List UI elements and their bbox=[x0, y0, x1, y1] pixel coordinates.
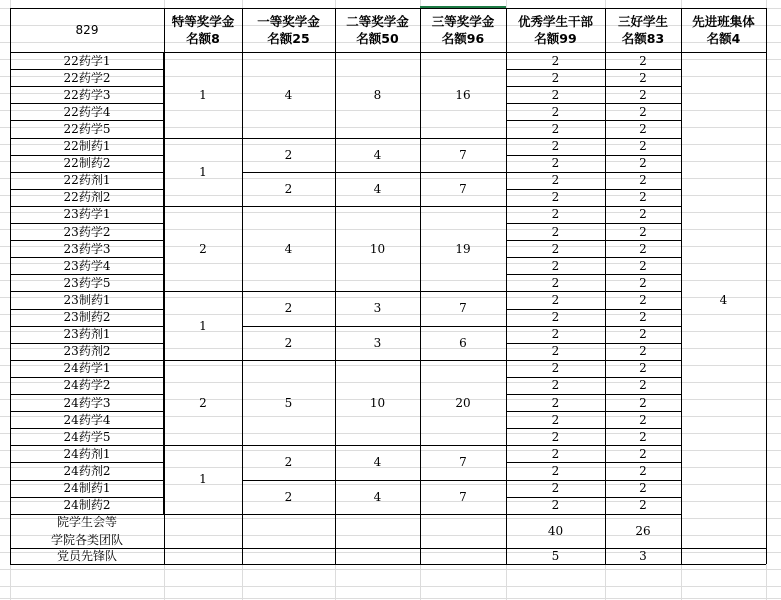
selected-column-indicator bbox=[420, 6, 506, 8]
cadre-quota-cell[interactable]: 2 bbox=[551, 53, 560, 68]
merit-quota-cell[interactable]: 2 bbox=[639, 481, 647, 496]
class-name-cell[interactable]: 24药剂2 bbox=[63, 463, 111, 478]
second-scholarship-cell[interactable]: 3 bbox=[373, 301, 382, 316]
first-scholarship-cell[interactable]: 2 bbox=[284, 335, 293, 350]
cadre-quota-cell[interactable]: 2 bbox=[551, 344, 560, 359]
class-name-cell[interactable]: 22药学2 bbox=[63, 70, 111, 85]
cadre-quota-cell[interactable]: 2 bbox=[551, 207, 560, 222]
class-name-cell[interactable]: 23制药2 bbox=[63, 310, 111, 325]
cadre-quota-cell[interactable]: 2 bbox=[551, 224, 560, 239]
second-scholarship-cell[interactable]: 4 bbox=[373, 455, 382, 470]
merit-quota-cell[interactable]: 3 bbox=[639, 548, 647, 563]
third-scholarship-cell[interactable]: 16 bbox=[455, 87, 471, 102]
second-scholarship-cell[interactable]: 4 bbox=[373, 489, 382, 504]
class-name-cell[interactable]: 22药学3 bbox=[63, 87, 111, 102]
merit-quota-cell[interactable]: 2 bbox=[639, 361, 647, 376]
class-name-cell[interactable]: 23药学2 bbox=[63, 224, 111, 239]
special-scholarship-cell[interactable]: 1 bbox=[199, 87, 207, 102]
merit-quota-cell[interactable]: 2 bbox=[639, 327, 647, 342]
column-header[interactable]: 三好学生 名额83 bbox=[617, 14, 668, 46]
merit-quota-cell[interactable]: 2 bbox=[639, 207, 647, 222]
merit-quota-cell[interactable]: 2 bbox=[639, 173, 647, 188]
merit-quota-cell[interactable]: 2 bbox=[639, 378, 647, 393]
merit-quota-cell[interactable]: 2 bbox=[639, 104, 647, 119]
merit-quota-cell[interactable]: 2 bbox=[639, 344, 647, 359]
cadre-quota-cell[interactable]: 2 bbox=[551, 121, 560, 136]
cadre-quota-cell[interactable]: 2 bbox=[551, 156, 560, 171]
column-header[interactable]: 先进班集体 名额4 bbox=[692, 14, 755, 46]
cadre-quota-cell[interactable]: 2 bbox=[551, 327, 560, 342]
second-scholarship-cell[interactable]: 10 bbox=[369, 395, 386, 410]
merit-quota-cell[interactable]: 2 bbox=[639, 70, 647, 85]
cadre-quota-cell[interactable]: 2 bbox=[551, 429, 560, 444]
class-name-cell[interactable]: 22制药1 bbox=[63, 139, 111, 154]
merit-quota-cell[interactable]: 2 bbox=[639, 395, 647, 410]
first-scholarship-cell[interactable]: 2 bbox=[284, 301, 293, 316]
merit-quota-cell[interactable]: 2 bbox=[639, 446, 647, 461]
team-label-cell[interactable]: 院学生会等 学院各类团队 bbox=[50, 514, 123, 547]
special-scholarship-cell[interactable]: 1 bbox=[199, 318, 207, 333]
class-name-cell[interactable]: 24药学3 bbox=[63, 395, 111, 410]
column-header[interactable]: 特等奖学金 名额8 bbox=[171, 14, 235, 46]
second-scholarship-cell[interactable]: 10 bbox=[369, 241, 386, 256]
class-name-cell[interactable]: 24药学2 bbox=[63, 378, 111, 393]
first-scholarship-cell[interactable]: 5 bbox=[284, 395, 293, 410]
cadre-quota-cell[interactable]: 2 bbox=[551, 70, 560, 85]
party-team-label-cell[interactable]: 党员先锋队 bbox=[56, 548, 117, 563]
cadre-quota-cell[interactable]: 2 bbox=[551, 173, 560, 188]
merit-quota-cell[interactable]: 2 bbox=[639, 292, 647, 307]
column-header[interactable]: 优秀学生干部 名额99 bbox=[517, 14, 593, 46]
third-scholarship-cell[interactable]: 7 bbox=[459, 181, 467, 196]
first-scholarship-cell[interactable]: 4 bbox=[284, 87, 293, 102]
merit-quota-cell[interactable]: 26 bbox=[635, 523, 651, 538]
advanced-class-cell[interactable]: 4 bbox=[719, 292, 728, 307]
class-name-cell[interactable]: 23制药1 bbox=[63, 292, 111, 307]
merit-quota-cell[interactable]: 2 bbox=[639, 412, 647, 427]
cadre-quota-cell[interactable]: 2 bbox=[551, 275, 560, 290]
cadre-quota-cell[interactable]: 2 bbox=[551, 378, 560, 393]
class-name-cell[interactable]: 23药学1 bbox=[63, 207, 111, 222]
cadre-quota-cell[interactable]: 2 bbox=[551, 258, 560, 273]
merit-quota-cell[interactable]: 2 bbox=[639, 241, 647, 256]
special-scholarship-cell[interactable]: 1 bbox=[199, 164, 207, 179]
cadre-quota-cell[interactable]: 2 bbox=[551, 361, 560, 376]
third-scholarship-cell[interactable]: 6 bbox=[459, 335, 467, 350]
cadre-quota-cell[interactable]: 2 bbox=[551, 241, 560, 256]
second-scholarship-cell[interactable]: 8 bbox=[373, 87, 382, 102]
cadre-quota-cell[interactable]: 2 bbox=[551, 310, 560, 325]
merit-quota-cell[interactable]: 2 bbox=[639, 429, 647, 444]
first-scholarship-cell[interactable]: 2 bbox=[284, 147, 293, 162]
merit-quota-cell[interactable]: 2 bbox=[639, 224, 647, 239]
column-header[interactable]: 一等奖学金 名额25 bbox=[257, 14, 320, 46]
merit-quota-cell[interactable]: 2 bbox=[639, 121, 647, 136]
third-scholarship-cell[interactable]: 7 bbox=[459, 489, 467, 504]
cadre-quota-cell[interactable]: 2 bbox=[551, 395, 560, 410]
third-scholarship-cell[interactable]: 7 bbox=[459, 147, 467, 162]
third-scholarship-cell[interactable]: 7 bbox=[459, 301, 467, 316]
third-scholarship-cell[interactable]: 7 bbox=[459, 455, 467, 470]
special-scholarship-cell[interactable]: 2 bbox=[199, 395, 207, 410]
second-scholarship-cell[interactable]: 3 bbox=[373, 335, 382, 350]
third-scholarship-cell[interactable]: 19 bbox=[455, 241, 471, 256]
class-name-cell[interactable]: 22药学5 bbox=[63, 121, 111, 136]
corner-cell[interactable]: 829 bbox=[75, 23, 99, 37]
merit-quota-cell[interactable]: 2 bbox=[639, 258, 647, 273]
cadre-quota-cell[interactable]: 2 bbox=[551, 446, 560, 461]
merit-quota-cell[interactable]: 2 bbox=[639, 498, 647, 513]
class-name-cell[interactable]: 23药剂2 bbox=[63, 344, 111, 359]
special-scholarship-cell[interactable]: 1 bbox=[199, 472, 207, 487]
special-scholarship-cell[interactable]: 2 bbox=[199, 241, 207, 256]
class-name-cell[interactable]: 23药学3 bbox=[63, 241, 111, 256]
class-name-cell[interactable]: 23药学5 bbox=[63, 275, 111, 290]
cadre-quota-cell[interactable]: 2 bbox=[551, 292, 560, 307]
third-scholarship-cell[interactable]: 20 bbox=[455, 395, 471, 410]
merit-quota-cell[interactable]: 2 bbox=[639, 87, 647, 102]
cadre-quota-cell[interactable]: 5 bbox=[551, 548, 560, 563]
cadre-quota-cell[interactable]: 2 bbox=[551, 104, 560, 119]
class-name-cell[interactable]: 23药剂1 bbox=[63, 327, 111, 342]
cadre-quota-cell[interactable]: 2 bbox=[551, 412, 560, 427]
class-name-cell[interactable]: 22制药2 bbox=[63, 156, 111, 171]
class-name-cell[interactable]: 22药剂1 bbox=[63, 173, 111, 188]
merit-quota-cell[interactable]: 2 bbox=[639, 310, 647, 325]
merit-quota-cell[interactable]: 2 bbox=[639, 53, 647, 68]
class-name-cell[interactable]: 22药学4 bbox=[63, 104, 111, 119]
second-scholarship-cell[interactable]: 4 bbox=[373, 181, 382, 196]
cadre-quota-cell[interactable]: 2 bbox=[551, 190, 560, 205]
cadre-quota-cell[interactable]: 2 bbox=[551, 139, 560, 154]
class-name-cell[interactable]: 24制药1 bbox=[63, 481, 111, 496]
merit-quota-cell[interactable]: 2 bbox=[639, 156, 647, 171]
merit-quota-cell[interactable]: 2 bbox=[639, 463, 647, 478]
class-name-cell[interactable]: 22药剂2 bbox=[63, 190, 111, 205]
first-scholarship-cell[interactable]: 2 bbox=[284, 181, 293, 196]
cadre-quota-cell[interactable]: 2 bbox=[551, 463, 560, 478]
class-name-cell[interactable]: 22药学1 bbox=[63, 53, 111, 68]
column-header[interactable]: 三等奖学金 名额96 bbox=[431, 14, 495, 46]
class-name-cell[interactable]: 24制药2 bbox=[63, 498, 111, 513]
class-name-cell[interactable]: 23药学4 bbox=[63, 258, 111, 273]
class-name-cell[interactable]: 24药剂1 bbox=[63, 446, 111, 461]
merit-quota-cell[interactable]: 2 bbox=[639, 190, 647, 205]
merit-quota-cell[interactable]: 2 bbox=[639, 275, 647, 290]
cadre-quota-cell[interactable]: 2 bbox=[551, 498, 560, 513]
cadre-quota-cell[interactable]: 2 bbox=[551, 87, 560, 102]
first-scholarship-cell[interactable]: 2 bbox=[284, 455, 293, 470]
column-header[interactable]: 二等奖学金 名额50 bbox=[346, 14, 409, 46]
class-name-cell[interactable]: 24药学4 bbox=[63, 412, 111, 427]
merit-quota-cell[interactable]: 2 bbox=[639, 139, 647, 154]
first-scholarship-cell[interactable]: 2 bbox=[284, 489, 293, 504]
second-scholarship-cell[interactable]: 4 bbox=[373, 147, 382, 162]
class-name-cell[interactable]: 24药学5 bbox=[63, 429, 111, 444]
first-scholarship-cell[interactable]: 4 bbox=[284, 241, 293, 256]
class-name-cell[interactable]: 24药学1 bbox=[63, 361, 111, 376]
cadre-quota-cell[interactable]: 2 bbox=[551, 481, 560, 496]
cadre-quota-cell[interactable]: 40 bbox=[547, 523, 564, 538]
